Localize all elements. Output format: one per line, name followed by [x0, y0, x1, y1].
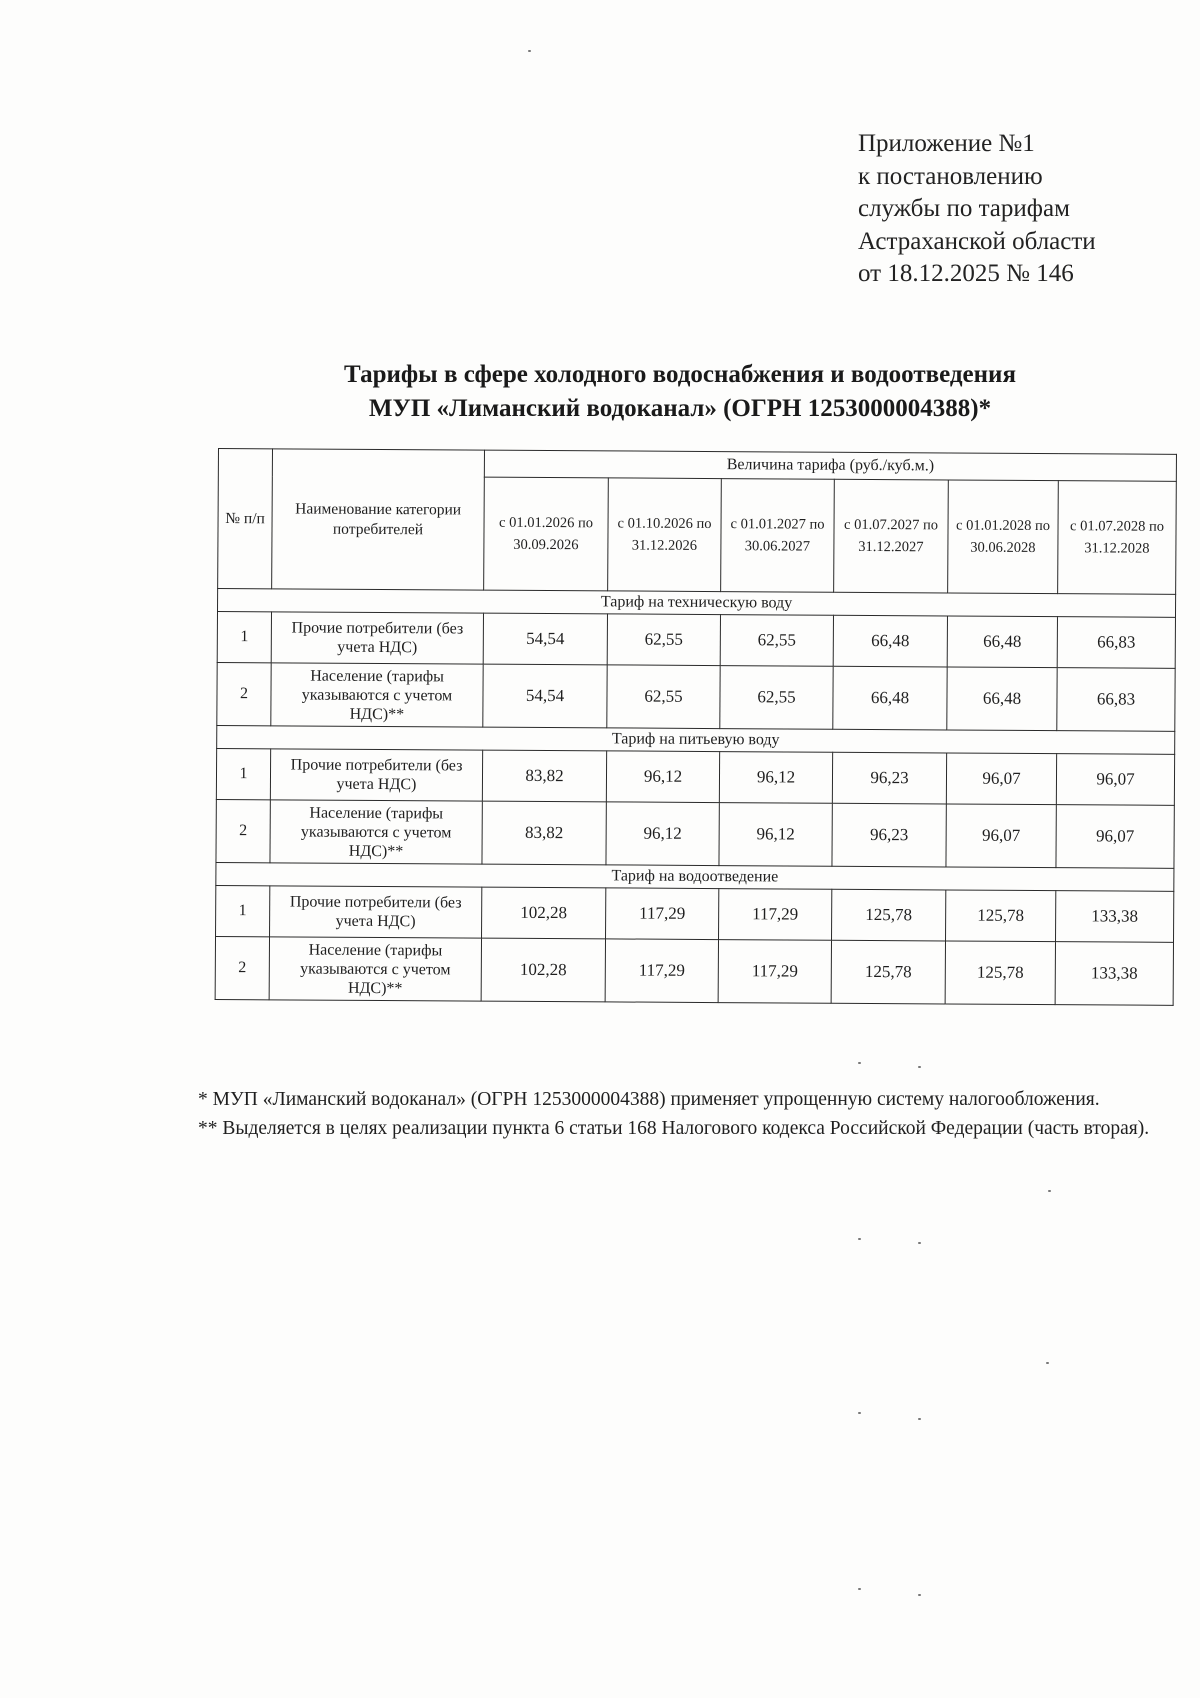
scan-speck	[528, 50, 531, 52]
row-category: Население (тарифы указываются с учетом НДС)**	[270, 800, 482, 864]
tariff-value: 96,12	[606, 802, 719, 866]
header-period: с 01.01.2027 по 30.06.2027	[721, 479, 835, 593]
appendix-line: Приложение №1	[858, 130, 1035, 157]
tariff-value: 96,12	[606, 751, 719, 803]
tariff-value: 125,78	[946, 890, 1056, 942]
title-line-1: Тарифы в сфере холодного водоснабжения и водоотведения	[344, 361, 1016, 388]
title-line-2: МУП «Лиманский водоканал» (ОГРН 1253000004388)*	[368, 395, 992, 422]
tariff-value: 96,12	[719, 752, 832, 804]
scan-speck	[858, 1588, 861, 1590]
appendix-line: службы по тарифам	[858, 195, 1070, 222]
tariff-value: 125,78	[945, 941, 1055, 1005]
tariff-value: 96,12	[719, 803, 832, 867]
tariff-value: 96,23	[832, 752, 946, 804]
tariff-value: 54,54	[483, 664, 607, 728]
tariff-value: 83,82	[482, 750, 606, 802]
tariff-value: 66,48	[833, 666, 947, 730]
scan-speck	[1046, 1362, 1049, 1364]
header-category: Наименование категории потребителей	[272, 449, 485, 590]
header-tariff-group: Величина тарифа (руб./куб.м.)	[484, 450, 1176, 481]
section-title: Тариф на техническую воду	[218, 589, 1176, 618]
tariff-value: 96,07	[1056, 805, 1174, 869]
header-period: с 01.07.2028 по 31.12.2028	[1058, 481, 1177, 595]
row-category: Прочие потребители (без учета НДС)	[270, 886, 482, 938]
tariff-value: 96,07	[1056, 754, 1174, 806]
tariff-value: 96,23	[832, 803, 946, 867]
tariff-value: 125,78	[831, 940, 945, 1004]
scan-speck	[918, 1066, 921, 1068]
row-num: 2	[216, 799, 270, 862]
tariff-value: 96,07	[946, 753, 1056, 805]
row-category: Прочие потребители (без учета НДС)	[270, 749, 482, 801]
table-row	[216, 748, 1174, 805]
tariff-value: 66,48	[947, 667, 1057, 731]
scan-speck	[858, 1062, 861, 1064]
section-title: Тариф на водоотведение	[216, 862, 1174, 891]
tariff-value: 83,82	[482, 801, 606, 865]
tariff-value: 102,28	[481, 938, 605, 1002]
scan-speck	[858, 1238, 861, 1240]
table-row	[217, 612, 1175, 669]
scan-speck	[858, 1412, 861, 1414]
row-category: Население (тарифы указываются с учетом НДС)**	[271, 663, 483, 727]
tariff-value: 133,38	[1055, 942, 1173, 1006]
scan-speck	[918, 1242, 921, 1244]
tariff-value: 125,78	[832, 889, 946, 941]
footnotes	[198, 1088, 1168, 1146]
section-title: Тариф на питьевую воду	[217, 725, 1175, 754]
table-row	[217, 662, 1175, 731]
scan-speck	[1048, 1190, 1051, 1192]
tariff-value: 62,55	[720, 615, 833, 667]
header-period: с 01.01.2028 по 30.06.2028	[948, 480, 1059, 594]
table-row	[216, 885, 1174, 942]
row-category: Прочие потребители (без учета НДС)	[271, 612, 483, 664]
scan-speck	[918, 1418, 921, 1420]
tariff-value: 66,48	[947, 616, 1057, 668]
appendix-line: Астраханской области	[858, 227, 1096, 255]
scan-speck	[918, 1594, 921, 1596]
tariff-value: 117,29	[718, 940, 831, 1004]
table-row	[215, 936, 1173, 1005]
appendix-line: к постановлению	[858, 162, 1043, 190]
tariff-value: 96,07	[946, 804, 1056, 868]
row-num: 1	[216, 885, 270, 936]
footnote-2: ** Выделяется в целях реализации пункта 6 статьи 168 Налогового кодекса Российской Федерации (часть вторая).	[198, 1118, 1150, 1139]
header-period: с 01.10.2026 по 31.12.2026	[608, 478, 722, 592]
header-period: с 01.01.2026 по 30.09.2026	[484, 477, 609, 591]
appendix-line: от 18.12.2025 № 146	[858, 260, 1074, 287]
row-category: Население (тарифы указываются с учетом НДС)**	[269, 937, 481, 1001]
footnote-1: * МУП «Лиманский водоканал» (ОГРН 1253000004388) применяет упрощенную систему налогообложения.	[198, 1089, 1100, 1110]
tariff-value: 66,83	[1057, 668, 1175, 732]
tariff-value: 62,55	[720, 666, 833, 730]
tariff-value: 62,55	[607, 665, 720, 729]
row-num: 1	[217, 612, 271, 663]
header-num: № п/п	[218, 449, 273, 589]
document-title	[240, 358, 1120, 426]
header-period: с 01.07.2027 по 31.12.2027	[834, 479, 949, 593]
row-num: 1	[216, 748, 270, 799]
appendix-header	[858, 128, 1158, 291]
row-num: 2	[217, 662, 271, 725]
tariff-value: 102,28	[482, 887, 606, 939]
row-num: 2	[215, 936, 269, 999]
tariff-value: 117,29	[605, 939, 718, 1003]
tariff-value: 66,48	[833, 615, 947, 667]
tariff-table	[215, 448, 1177, 1006]
tariff-value: 62,55	[607, 614, 720, 666]
tariff-value: 133,38	[1056, 891, 1174, 943]
table-row	[216, 799, 1174, 868]
tariff-table-wrapper	[215, 448, 1176, 1006]
tariff-value: 54,54	[483, 613, 607, 665]
tariff-value: 117,29	[719, 889, 832, 941]
tariff-value: 66,83	[1057, 617, 1175, 669]
tariff-value: 117,29	[606, 888, 719, 940]
